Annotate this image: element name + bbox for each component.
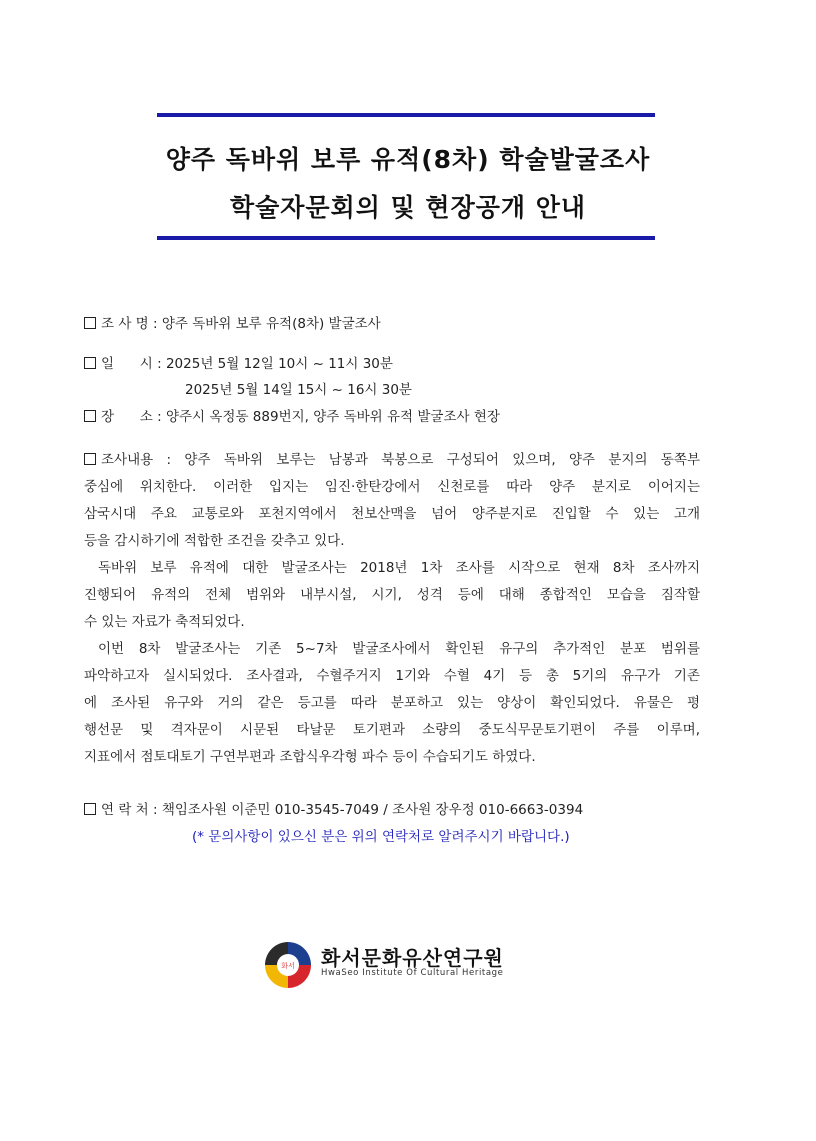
contact-row <box>84 800 583 820</box>
content-line: 이번 8차 발굴조사는 기존 5~7차 발굴조사에서 확인된 유구의 추가적인 분포 범위를 <box>98 641 700 657</box>
contact-value: 책임조사원 이준민 010-3545-7049 / 조사원 장우정 010-6663-0394 <box>161 802 584 818</box>
content-line: 진행되어 유적의 전체 범위와 내부시설, 시기, 성격 등에 대해 종합적인 모습을 짐작할 <box>84 587 700 603</box>
institute-emblem-icon <box>263 940 313 990</box>
checkbox-icon <box>84 803 96 815</box>
content-line: 독바위 보루 유적에 대한 발굴조사는 2018년 1차 조사를 시작으로 현재 8차 조사까지 <box>98 560 700 576</box>
survey-content <box>84 447 700 771</box>
content-label: 조사내용 : <box>101 452 172 468</box>
content-line: 삼국시대 주요 교통로와 포천지역에서 천보산맥을 넘어 양주분지로 진입할 수 있는 고개 <box>84 506 700 522</box>
checkbox-icon <box>84 357 96 369</box>
checkbox-icon <box>84 453 96 465</box>
content-line: 양주 독바위 보루는 남봉과 북봉으로 구성되어 있으며, 양주 분지의 동쪽부 <box>184 452 700 468</box>
survey-name-label: 조 사 명 : <box>101 316 158 332</box>
date-value-1: 2025년 5월 12일 10시 ~ 11시 30분 <box>165 356 393 372</box>
survey-name-value: 양주 독바위 보루 유적(8차) 발굴조사 <box>161 316 381 332</box>
contact-note: (* 문의사항이 있으신 분은 위의 연락처로 알려주시기 바랍니다.) <box>192 829 570 845</box>
content-line: 수 있는 자료가 축적되었다. <box>84 614 245 630</box>
top-rule <box>157 113 655 117</box>
institute-subtitle: HwaSeo Institute Of Cultural Heritage <box>321 968 504 978</box>
checkbox-icon <box>84 317 96 329</box>
content-line: 등을 감시하기에 적합한 조건을 갖추고 있다. <box>84 533 345 549</box>
institute-logo <box>263 938 563 998</box>
content-line: 에 조사된 유구와 거의 같은 등고를 따라 분포하고 있는 양상이 확인되었다. 유물은 평 <box>84 695 700 711</box>
institute-name: 화서문화유산연구원 <box>321 946 504 970</box>
page-title-line-1: 양주 독바위 보루 유적(8차) 학술발굴조사 <box>165 145 651 174</box>
place-value: 양주시 옥정동 889번지, 양주 독바위 유적 발굴조사 현장 <box>165 409 500 425</box>
contact-label: 연 락 처 : <box>101 802 158 818</box>
content-line: 지표에서 점토대토기 구연부편과 조합식우각형 파수 등이 수습되기도 하였다. <box>84 749 536 765</box>
checkbox-icon <box>84 410 96 422</box>
date-value-2: 2025년 5월 14일 15시 ~ 16시 30분 <box>185 382 412 398</box>
survey-name-row <box>84 314 381 334</box>
content-line: 행선문 및 격자문이 시문된 타날문 토기편과 소량의 중도식무문토기편이 주를 이루며, <box>84 722 700 738</box>
content-line: 중심에 위치한다. 이러한 입지는 임진·한탄강에서 신천로를 따라 양주 분지로 이어지는 <box>84 479 700 495</box>
date-row <box>84 354 393 374</box>
content-line: 파악하고자 실시되었다. 조사결과, 수혈주거지 1기와 수혈 4기 등 총 5기의 유구가 기존 <box>84 668 700 684</box>
place-row <box>84 407 500 427</box>
emblem-text: 화서 <box>281 962 295 970</box>
place-label: 장 소 : <box>101 409 162 425</box>
bottom-rule <box>157 236 655 240</box>
date-label: 일 시 : <box>101 356 162 372</box>
page-title-line-2: 학술자문회의 및 현장공개 안내 <box>229 193 587 222</box>
